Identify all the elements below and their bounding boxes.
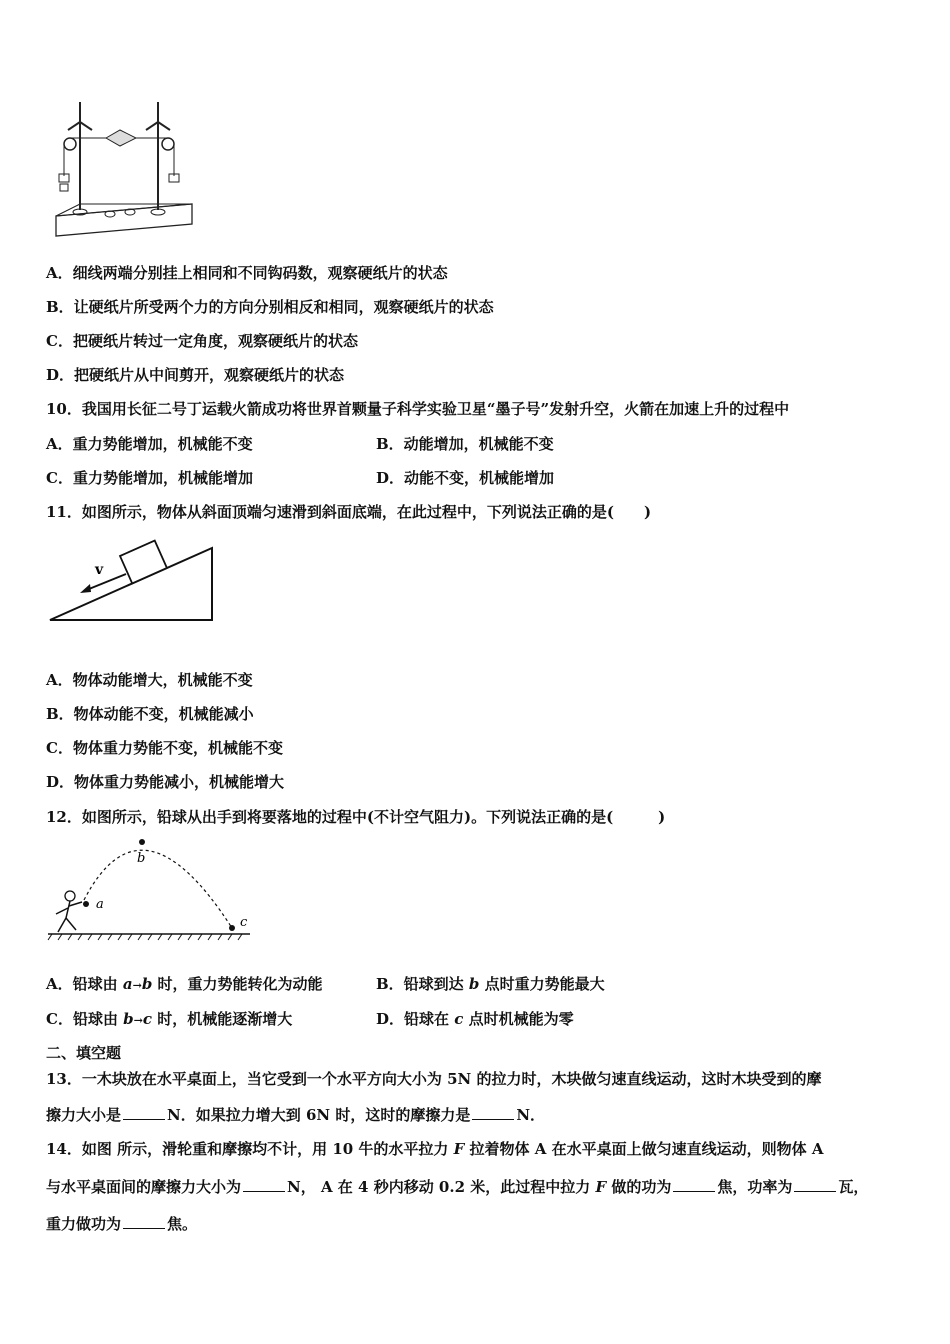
q13-blank-2[interactable] (472, 1118, 514, 1120)
q11-option-d: D．物体重力势能减小，机械能增大 (46, 773, 285, 791)
q10-option-d: D．动能不变，机械能增加 (376, 469, 555, 487)
point-a-label: a (96, 897, 104, 912)
q11-option-c: C．物体重力势能不变，机械能不变 (46, 739, 283, 757)
q12-option-d: D．铅球在 c 点时机械能为零 (376, 1010, 574, 1028)
point-c-label: c (240, 915, 248, 930)
q13-line2: 擦力大小是 N．如果拉力增大到 6N 时，这时的摩擦力是 N． (46, 1106, 546, 1124)
apparatus-figure (44, 96, 200, 242)
q9-option-d: D．把硬纸片从中间剪开，观察硬纸片的状态 (46, 366, 345, 384)
q9-option-b: B．让硬纸片所受两个力的方向分别相反和相同，观察硬纸片的状态 (46, 298, 494, 316)
q9-option-a: A．细线两端分别挂上相同和不同钩码数，观察硬纸片的状态 (46, 264, 448, 282)
q14-line1: 14．如图 所示，滑轮重和摩擦均不计，用 10 牛的水平拉力 F 拉着物体 A 在水平桌面上做匀速直线运动，则物体 A (46, 1140, 824, 1158)
q14-blank-4[interactable] (123, 1227, 165, 1229)
q14-blank-2[interactable] (673, 1190, 715, 1192)
q10-option-a: A．重力势能增加，机械能不变 (46, 435, 253, 453)
incline-figure (44, 534, 220, 626)
q12-option-b: B．铅球到达 b 点时重力势能最大 (376, 975, 605, 993)
trajectory-figure (44, 834, 254, 944)
q14-line2: 与水平桌面间的摩擦力大小为 N， A 在 4 秒内移动 0.2 米，此过程中拉力 F 做的功为 焦，功率为 瓦， (46, 1178, 869, 1196)
q12-option-c: C．铅球由 b→c 时，机械能逐渐增大 (46, 1010, 293, 1028)
q12-stem: 12．如图所示，铅球从出手到将要落地的过程中(不计空气阻力)。下列说法正确的是( ) (46, 808, 666, 826)
q10-option-b: B．动能增加，机械能不变 (376, 435, 554, 453)
q12-option-a: A．铅球由 a→b 时，重力势能转化为动能 (46, 975, 323, 993)
q11-option-b: B．物体动能不变，机械能减小 (46, 705, 254, 723)
q14-blank-3[interactable] (794, 1190, 836, 1192)
q14-blank-1[interactable] (243, 1190, 285, 1192)
q11-stem: 11．如图所示，物体从斜面顶端匀速滑到斜面底端，在此过程中，下列说法正确的是( ) (46, 503, 652, 521)
q10-option-c: C．重力势能增加，机械能增加 (46, 469, 253, 487)
q10-stem: 10．我国用长征二号丁运载火箭成功将世界首颗量子科学实验卫星“墨子号”发射升空，火箭在加速上升的过程中 (46, 400, 790, 418)
q13-line1: 13．一木块放在水平桌面上，当它受到一个水平方向大小为 5N 的拉力时，木块做匀速直线运动，这时木块受到的摩 (46, 1070, 822, 1088)
point-b-label: b (137, 851, 146, 866)
section-title: 二、填空题 (46, 1044, 122, 1062)
q11-option-a: A．物体动能增大，机械能不变 (46, 671, 253, 689)
q13-blank-1[interactable] (123, 1118, 165, 1120)
q14-line3: 重力做功为 焦。 (46, 1215, 198, 1233)
q9-option-c: C．把硬纸片转过一定角度，观察硬纸片的状态 (46, 332, 358, 350)
velocity-label: v (95, 562, 104, 578)
